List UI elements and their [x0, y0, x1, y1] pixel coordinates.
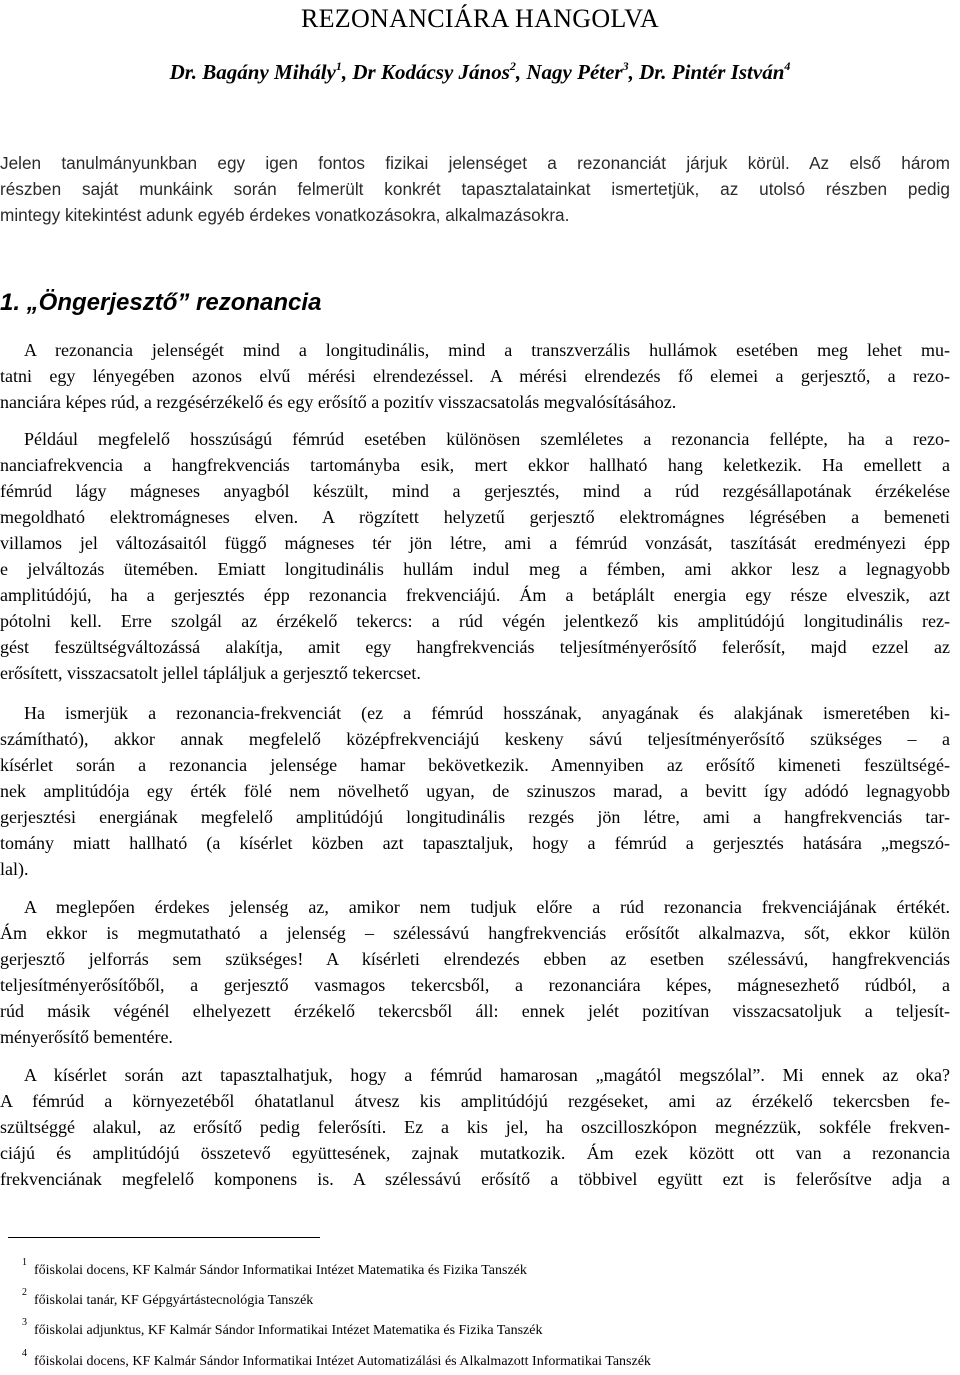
- footnote-mark: 3: [22, 1317, 27, 1328]
- author-line: [0, 60, 960, 85]
- section-heading: 1. „Öngerjesztő” rezonancia: [0, 289, 322, 316]
- paragraph-line: amplitúdójú, ha a gerjesztés épp rezonancia frekvenciájú. Ám a betáplált energia egy része elveszik, azt: [0, 585, 950, 605]
- paragraph-line: Ha ismerjük a rezonancia-frekvenciát (ez a fémrúd hosszának, anyagának és alakjának ismeretében ki-: [24, 703, 950, 723]
- paragraph-line: rúd másik végénél elhelyezett érzékelő tekercsből áll: ennek jelét pozitívan visszacsatoljuk a teljesít-: [0, 1001, 950, 1021]
- paragraph-line: ményerősítő bementére.: [0, 1027, 173, 1047]
- paragraph-line: gerjesztési energiának megfelelő amplitúdójú longitudinális rezgés jön létre, ami a hangfrekvenciás tar-: [0, 807, 950, 827]
- paragraph-line: A meglepően érdekes jelenség az, amikor nem tudjuk előre a rúd rezonancia frekvenciájának értékét.: [24, 897, 950, 917]
- paragraph-line: fémrúd lágy mágneses anyagból készült, mind a gerjesztés, mind a rúd rezgésállapotának érzékelése: [0, 481, 950, 501]
- author-name: Dr. Pintér István: [639, 60, 785, 84]
- footnote-mark: 4: [22, 1348, 27, 1359]
- body-paragraph-2: [0, 426, 950, 686]
- paragraph-line: Például megfelelő hosszúságú fémrúd esetében különösen szemléletes a rezonancia fellépte, ha a rezo-: [24, 429, 950, 449]
- footnote: [22, 1287, 314, 1310]
- body-paragraph-4: [0, 894, 950, 1050]
- body-paragraph-1: [0, 337, 950, 415]
- author-footnote-mark: 3: [622, 59, 629, 73]
- paragraph-line: pótolni kell. Erre szolgál az érzékelő tekercs: a rúd végén jelentkező kis amplitúdójú longitudinális rez-: [0, 611, 950, 631]
- paragraph-line: A kísérlet során azt tapasztalhatjuk, hogy a fémrúd hamarosan „magától megszólal”. Mi ennek az oka?: [24, 1065, 950, 1085]
- paragraph-line: lal).: [0, 859, 29, 879]
- paragraph-line: Ám ekkor is megmutatható a jelenség – szélessávú hangfrekvenciás erősítőt alkalmazva, sőt, ekkor külön: [0, 923, 950, 943]
- paragraph-line: A fémrúd a környezetéből óhatatlanul átvesz kis amplitúdójú rezgéseket, ami az érzékelő tekercsben fe-: [0, 1091, 950, 1111]
- paragraph-line: villamos jel változásaitól függő mágneses tér jön létre, ami a fémrúd vonzását, taszítását eredményezi épp: [0, 533, 950, 553]
- author-name: Nagy Péter: [526, 60, 623, 84]
- paragraph-line: gerjesztő jelforrás sem szükséges! A kísérleti elrendezés ebben az esetben szélessávú, hangfrekvenciás: [0, 949, 950, 969]
- author-footnote-mark: 4: [784, 59, 791, 73]
- paragraph-line: nanciafrekvencia a hangfrekvenciás tartományba esik, mert ekkor hallható hang keletkezik. Ha emellett a: [0, 455, 950, 475]
- footnote-separator: [8, 1237, 320, 1238]
- footnote: [22, 1317, 543, 1340]
- footnote: [22, 1348, 651, 1371]
- footnote: [22, 1257, 527, 1280]
- author-footnote-mark: 2: [509, 59, 516, 73]
- author-separator: ,: [341, 60, 353, 84]
- paragraph-line: számítható), akkor annak megfelelő középfrekvenciájú keskeny sávú teljesítményerősítő szükséges – a: [0, 729, 950, 749]
- paragraph-line: frekvenciának megfelelő komponens is. A szélessávú erősítő a többivel együtt ezt is felerősítve adja a: [0, 1169, 950, 1189]
- paragraph-line: nek amplitúdója egy érték fölé nem növelhető ugyan, de szinuszos marad, a bevitt így adódó legnagyobb: [0, 781, 950, 801]
- paragraph-line: ciájú és amplitúdójú összetevő együttesének, zajnak mutatkozik. Ám ezek között ott van a rezonancia: [0, 1143, 950, 1163]
- paragraph-line: erősített, visszacsatolt jellel tápláljuk a gerjesztő tekercset.: [0, 663, 421, 683]
- abstract-line: Jelen tanulmányunkban egy igen fontos fizikai jelenséget a rezonanciát járjuk körül. Az első három: [0, 153, 950, 173]
- paragraph-line: e jelváltozás ütemében. Emiatt longitudinális hullám indul meg a fémben, ami akkor lesz a legnagyobb: [0, 559, 950, 579]
- author-footnote-mark: 1: [335, 59, 342, 73]
- footnote-mark: 2: [22, 1287, 27, 1298]
- author-separator: ,: [628, 60, 640, 84]
- abstract-line: mintegy kitekintést adunk egyéb érdekes vonatkozásokra, alkalmazásokra.: [0, 205, 570, 225]
- paragraph-line: tomány miatt hallható (a kísérlet közben azt tapasztaljuk, hogy a fémrúd a gerjesztés hatására „megszó-: [0, 833, 950, 853]
- paragraph-line: A rezonancia jelenségét mind a longitudinális, mind a transzverzális hullámok esetében meg lehet mu-: [24, 340, 950, 360]
- author-name: Dr. Bagány Mihály: [169, 60, 336, 84]
- body-paragraph-3: [0, 700, 950, 882]
- footnote-text: főiskolai tanár, KF Gépgyártástecnológia Tanszék: [34, 1293, 314, 1308]
- paragraph-line: gést feszültségváltozássá alakítja, amit egy hangfrekvenciás teljesítményerősítő felerősít, majd ezzel az: [0, 637, 950, 657]
- paragraph-line: tatni egy lényegében azonos elvű mérési elrendezéssel. A mérési elrendezés fő elemei a gerjesztő, a rezo-: [0, 366, 950, 386]
- author-separator: ,: [515, 60, 527, 84]
- paragraph-line: kísérlet során a rezonancia jelensége hamar bekövetkezik. Amennyiben az erősítő kimeneti feszültségé-: [0, 755, 950, 775]
- footnote-text: főiskolai docens, KF Kalmár Sándor Informatikai Intézet Matematika és Fizika Tanszék: [34, 1263, 527, 1278]
- footnote-mark: 1: [22, 1257, 27, 1268]
- abstract-line: részben saját munkáink során felmerült konkrét tapasztalatainkat ismertetjük, az utolsó részben pedig: [0, 179, 950, 199]
- paragraph-line: megoldható elektromágneses elven. A rögzített helyzetű gerjesztő elektromágnes légrésében a bemeneti: [0, 507, 950, 527]
- author-name: Dr Kodácsy János: [352, 60, 510, 84]
- paper-title: REZONANCIÁRA HANGOLVA: [300, 4, 660, 33]
- footnote-text: főiskolai docens, KF Kalmár Sándor Informatikai Intézet Automatizálási és Alkalmazott Informatikai Tanszék: [34, 1354, 651, 1369]
- abstract: [0, 150, 950, 228]
- paragraph-line: nanciára képes rúd, a rezgésérzékelő és egy erősítő a pozitív visszacsatolás megvalósításához.: [0, 392, 677, 412]
- paragraph-line: szültséggé alakul, az erősítő pedig felerősíti. Ez a kis jel, ha oszcilloszkópon megnézzük, sokféle frekven-: [0, 1117, 950, 1137]
- paragraph-line: teljesítményerősítőből, a gerjesztő vasmagos tekercsből, a rezonanciára képes, mágnesezhető rúdból, a: [0, 975, 950, 995]
- body-paragraph-5: [0, 1062, 950, 1192]
- footnote-text: főiskolai adjunktus, KF Kalmár Sándor Informatikai Intézet Matematika és Fizika Tanszék: [34, 1323, 543, 1338]
